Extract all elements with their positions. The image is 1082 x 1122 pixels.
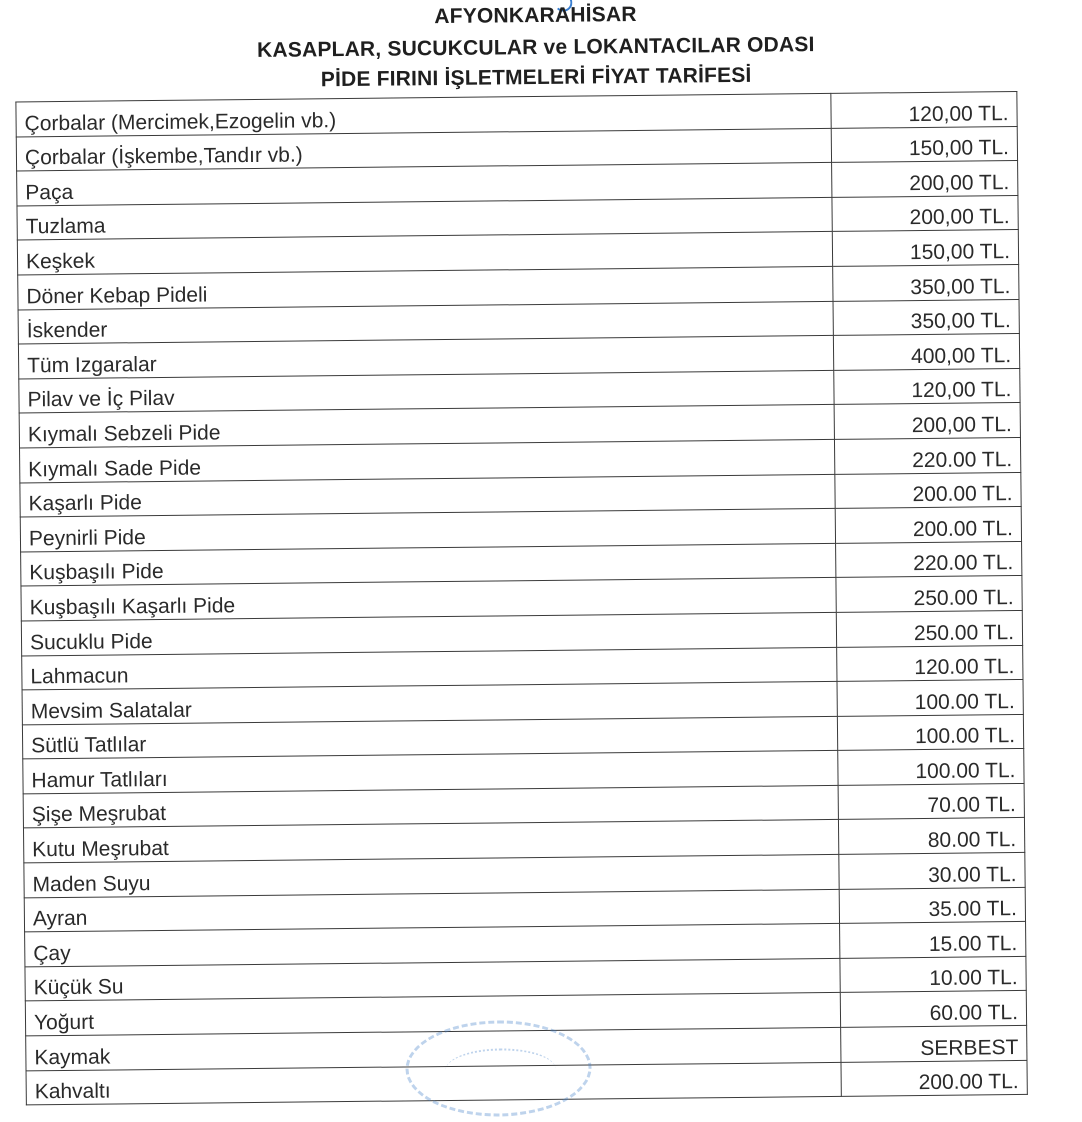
item-price: SERBEST	[841, 1025, 1027, 1062]
item-price: 250.00 TL.	[836, 576, 1022, 613]
item-price: 15.00 TL.	[840, 922, 1026, 959]
item-price: 60.00 TL.	[840, 991, 1026, 1028]
item-name: Peynirli Pide	[20, 509, 835, 552]
item-name: Çorbalar (İşkembe,Tandır vb.)	[16, 128, 831, 171]
item-name: Kahvaltı	[26, 1062, 841, 1105]
item-price: 220.00 TL.	[836, 541, 1022, 578]
item-name: Lahmacun	[22, 647, 837, 690]
item-name: Kıymalı Sebzeli Pide	[19, 405, 834, 448]
item-price: 35.00 TL.	[839, 887, 1025, 924]
item-name: Yoğurt	[25, 993, 840, 1036]
item-name: Paça	[17, 163, 832, 206]
item-price: 100.00 TL.	[838, 749, 1024, 786]
item-price: 70.00 TL.	[838, 783, 1024, 820]
tariff-title: PİDE FIRINI İŞLETMELERİ FİYAT TARİFESİ	[320, 63, 752, 92]
city-heading: AFYONKARAHİSAR	[434, 2, 637, 29]
item-name: Sütlü Tatlılar	[22, 716, 837, 759]
price-table	[15, 91, 1027, 1106]
item-price: 10.00 TL.	[840, 956, 1026, 993]
item-name: Kuşbaşılı Pide	[21, 543, 836, 586]
item-name: Kutu Meşrubat	[23, 820, 838, 863]
item-name: Tuzlama	[17, 197, 832, 240]
item-name: Küçük Su	[25, 958, 840, 1001]
item-price: 250.00 TL.	[836, 610, 1022, 647]
item-name: Kaymak	[26, 1027, 841, 1070]
item-price: 150,00 TL.	[831, 126, 1017, 163]
item-price: 120.00 TL.	[837, 645, 1023, 682]
item-price: 80.00 TL.	[839, 818, 1025, 855]
item-name: Tüm Izgaralar	[18, 336, 833, 379]
item-price: 350,00 TL.	[833, 299, 1019, 336]
item-name: Çorbalar (Mercimek,Ezogelin vb.)	[16, 93, 831, 136]
item-name: Kuşbaşılı Kaşarlı Pide	[21, 578, 836, 621]
item-name: İskender	[18, 301, 833, 344]
item-price: 350,00 TL.	[833, 264, 1019, 301]
chamber-heading: KASAPLAR, SUCUKCULAR ve LOKANTACILAR ODASI	[256, 33, 815, 62]
item-name: Çay	[25, 924, 840, 967]
item-price: 200.00 TL.	[835, 472, 1021, 509]
item-name: Şişe Meşrubat	[23, 785, 838, 828]
item-price: 200,00 TL.	[834, 403, 1020, 440]
item-price: 150,00 TL.	[832, 230, 1018, 267]
item-name: Pilav ve İç Pilav	[19, 370, 834, 413]
item-price: 120,00 TL.	[834, 368, 1020, 405]
item-name: Döner Kebap Pideli	[18, 266, 833, 309]
item-name: Maden Suyu	[24, 854, 839, 897]
item-price: 220.00 TL.	[835, 437, 1021, 474]
item-name: Hamur Tatlıları	[23, 751, 838, 794]
item-name: Sucuklu Pide	[21, 612, 836, 655]
item-price: 400,00 TL.	[833, 334, 1019, 371]
item-name: Keşkek	[17, 232, 832, 275]
item-name: Kıymalı Sade Pide	[20, 439, 835, 482]
item-price: 200.00 TL.	[841, 1060, 1027, 1097]
item-price: 200.00 TL.	[835, 507, 1021, 544]
item-price: 100.00 TL.	[837, 714, 1023, 751]
item-name: Kaşarlı Pide	[20, 474, 835, 517]
item-name: Mevsim Salatalar	[22, 681, 837, 724]
item-price: 120,00 TL.	[831, 91, 1017, 128]
item-name: Ayran	[24, 889, 839, 932]
item-price: 200,00 TL.	[832, 161, 1018, 198]
item-price: 30.00 TL.	[839, 853, 1025, 890]
item-price: 100.00 TL.	[837, 680, 1023, 717]
item-price: 200,00 TL.	[832, 195, 1018, 232]
